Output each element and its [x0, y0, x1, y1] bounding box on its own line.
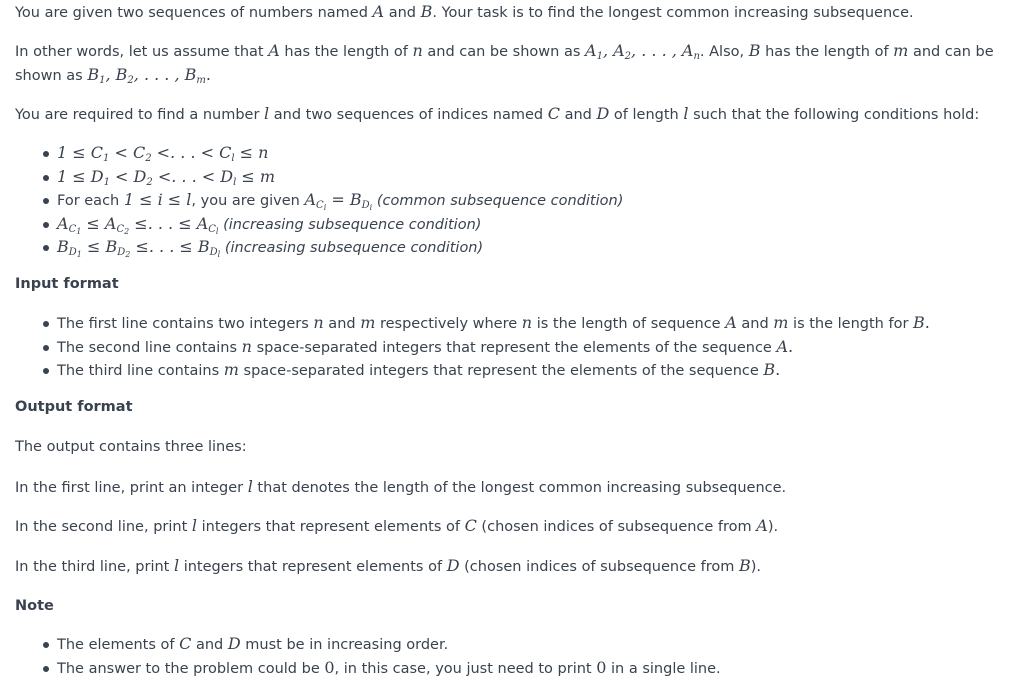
note-list	[15, 633, 1013, 680]
text: and can be	[908, 44, 994, 60]
text: For each	[57, 193, 124, 209]
condition-note: (increasing subsequence condition)	[223, 216, 482, 233]
text: in a single line.	[606, 660, 721, 677]
text: has the length of	[760, 44, 894, 60]
math-A: A	[372, 2, 385, 21]
condition-2: $1 \le D_1 < D_2$ <. . . < $D_l \le m$	[15, 166, 1013, 190]
text: and	[736, 316, 774, 332]
output-line-3: In the third line, print l integers that represent elements of D (chosen indices of subsequence from B).	[15, 556, 762, 575]
text: The third line contains	[57, 363, 224, 379]
intro-paragraph-2-line-1	[15, 39, 1013, 64]
output-line-1: In the first line, print an integer l that denotes the length of the longest common increasing subsequence.	[15, 477, 787, 496]
text: respectively where	[375, 316, 522, 332]
text: You are required to find a number	[15, 107, 265, 123]
text: In the first line, print an integer	[15, 480, 248, 496]
text: such that the following conditions hold:	[688, 107, 980, 123]
input-line-2: The second line contains n space-separated integers that represent the elements of the sequence A.	[15, 336, 1013, 360]
text: space-separated integers that represent the elements of the sequence	[238, 363, 764, 379]
input-line-3: The third line contains m space-separated integers that represent the elements of the sequence B.	[15, 359, 1013, 383]
text: and	[191, 637, 228, 653]
text: that denotes the length of the longest common increasing subsequence.	[252, 480, 787, 496]
condition-note: (increasing subsequence condition)	[224, 240, 484, 256]
intro-paragraph-3	[15, 102, 1013, 127]
text: and	[560, 107, 597, 123]
text: has the length of	[279, 44, 413, 60]
text: integers that represent elements of	[179, 559, 447, 575]
text: and	[323, 316, 361, 332]
output-line-intro: The output contains three lines:	[15, 439, 247, 455]
text: integers that represent elements of	[197, 519, 465, 535]
text: The second line contains	[57, 339, 242, 356]
text: (chosen indices of subsequence from	[476, 519, 757, 535]
period: .	[205, 65, 211, 84]
text: is the length of sequence	[532, 316, 726, 332]
condition-3: For each 1 ≤ i ≤ l, you are given $A_{C_i} = B_{D_i}$ (common subsequence condition)	[15, 189, 1013, 213]
text: . Also,	[699, 44, 749, 60]
text: (chosen indices of subsequence from	[459, 559, 739, 575]
math-D: D	[596, 104, 610, 123]
note-heading: Note	[15, 598, 54, 614]
math-A-sequence: $A_1$, $A_2$, . . . , $A_n$	[585, 41, 700, 62]
math-A: A	[268, 41, 280, 60]
math-B-sequence: $B_1$, $B_2$, . . . , $B_m$	[87, 65, 206, 86]
text: and can be shown as	[422, 44, 585, 60]
intro-paragraph-1	[15, 0, 1013, 25]
condition-1: $1 \le C_1 < C_2$ <. . . < $C_l \le n$	[15, 142, 1013, 166]
conditions-list	[15, 142, 1013, 260]
math-C: C	[547, 104, 560, 123]
math-l: l	[264, 104, 270, 123]
text: is the length for	[788, 316, 914, 332]
text: . Your task is to find the longest common increasing subsequence.	[432, 5, 914, 21]
text: and two sequences of indices named	[269, 107, 548, 123]
math-n: n	[412, 41, 423, 60]
intro-paragraph-2-line-2	[15, 63, 1013, 88]
text: of length	[609, 107, 684, 123]
input-format-list	[15, 312, 1013, 383]
text: space-separated integers that represent the elements of the sequence	[251, 339, 777, 356]
text: and	[384, 5, 421, 21]
condition-4: $A_{C_1} \le A_{C_2}$ ≤. . . ≤ $A_{C_l}$ (increasing subsequence condition)	[15, 213, 1013, 237]
condition-5: $B_{D_1} \le B_{D_2}$ ≤. . . ≤ $B_{D_l}$ (increasing subsequence condition)	[15, 236, 1013, 260]
text: The answer to the problem could be	[57, 660, 325, 677]
text: , in this case, you just need to print	[334, 660, 597, 677]
math-B: B	[420, 2, 433, 21]
note-item-2: The answer to the problem could be 0, in this case, you just need to print 0 in a single line.	[15, 657, 1013, 681]
text: , you are given	[191, 193, 305, 209]
text: In the third line, print	[15, 559, 174, 575]
input-format-heading: Input format	[15, 276, 119, 292]
text: shown as	[15, 68, 88, 84]
text: must be in increasing order.	[240, 637, 449, 653]
text: The first line contains two integers	[57, 316, 314, 332]
output-line-2: In the second line, print l integers that represent elements of C (chosen indices of subsequence from A).	[15, 516, 779, 535]
condition-note: (common subsequence condition)	[376, 193, 624, 209]
text: You are given two sequences of numbers named	[15, 5, 373, 21]
text: The elements of	[57, 637, 180, 653]
input-line-1: The first line contains two integers n and m respectively where n is the length of sequence A and m is the length for B.	[15, 312, 1013, 336]
text: In the second line, print	[15, 519, 192, 535]
math-l: l	[683, 104, 689, 123]
output-format-heading: Output format	[15, 399, 133, 415]
text: In other words, let us assume that	[15, 44, 269, 60]
math-m: m	[893, 41, 909, 60]
math-B: B	[748, 41, 761, 60]
note-item-1: The elements of C and D must be in increasing order.	[15, 633, 1013, 657]
